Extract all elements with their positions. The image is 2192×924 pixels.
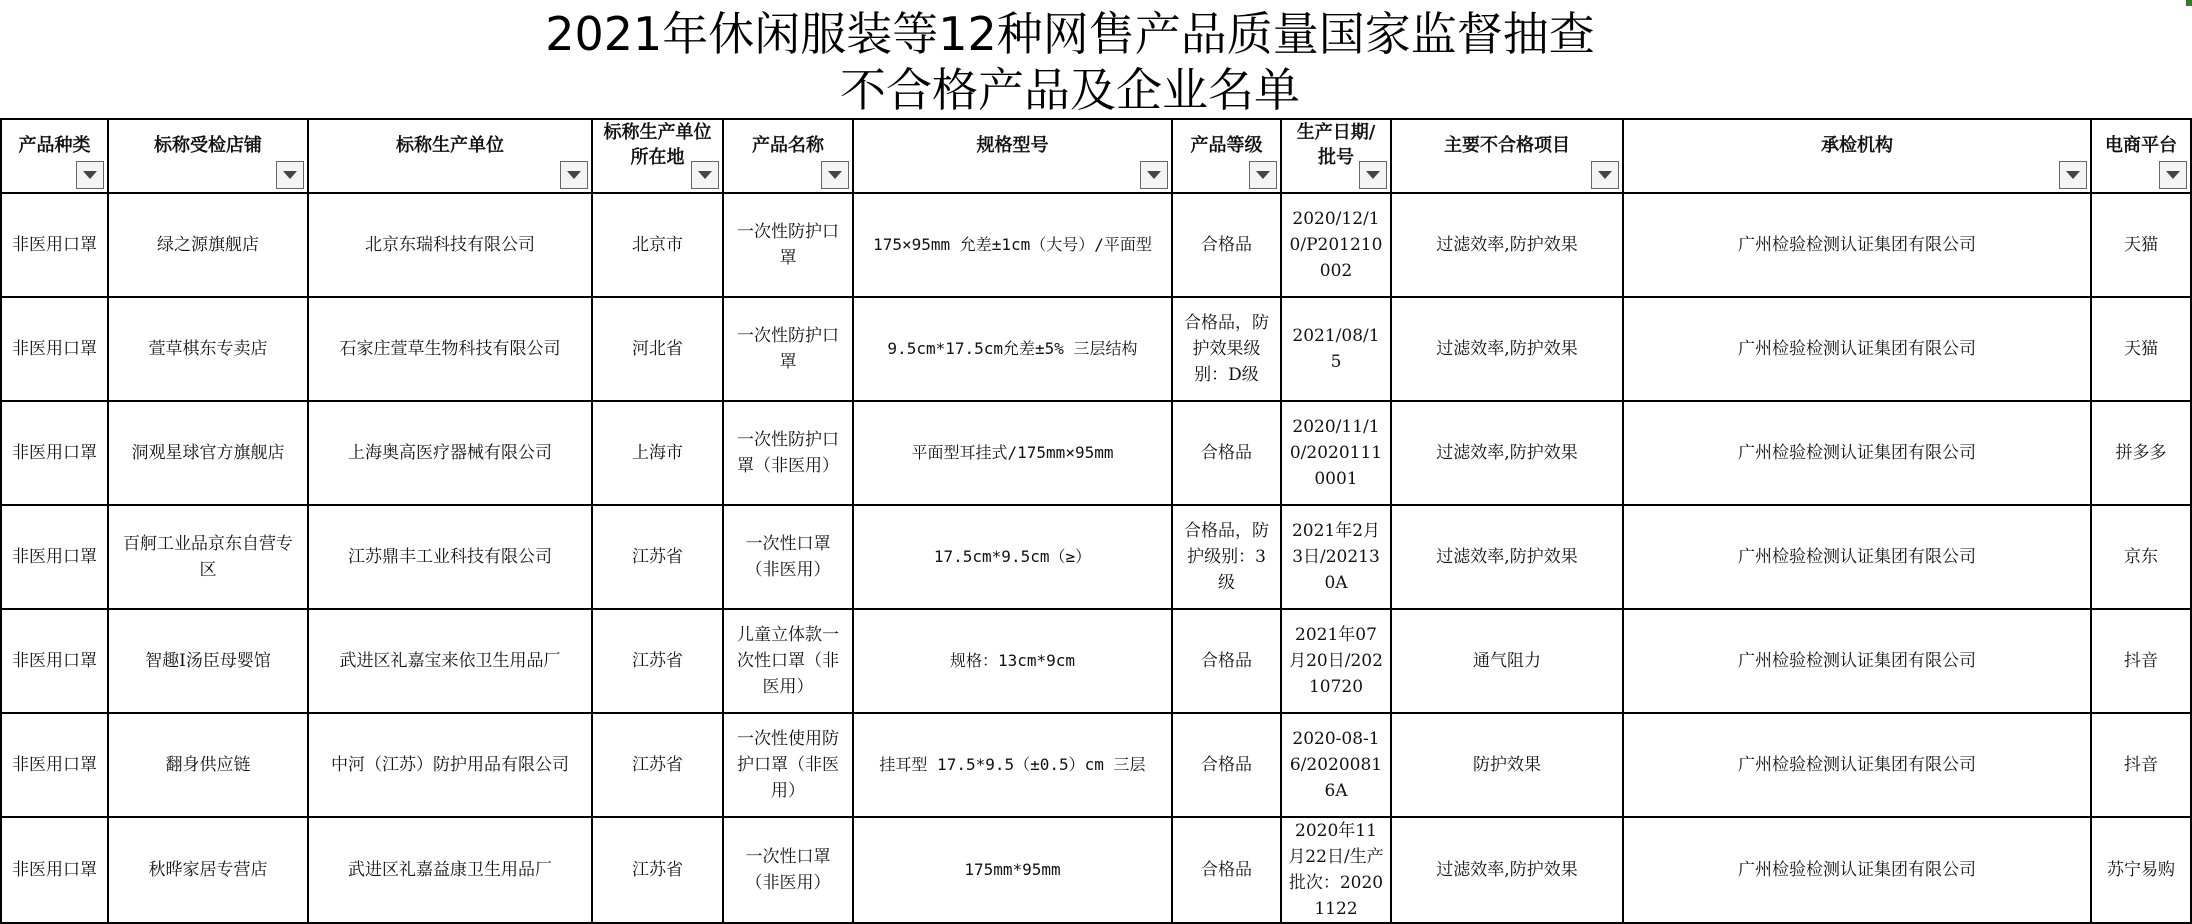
- cell-product[interactable]: 一次性使用防护口罩（非医用）: [723, 713, 853, 817]
- header-label: 主要不合格项目: [1444, 134, 1570, 156]
- cell-lab[interactable]: 广州检验检测认证集团有限公司: [1623, 609, 2091, 713]
- cell-spec[interactable]: 175mm*95mm: [853, 817, 1172, 923]
- filter-dropdown-icon[interactable]: [2059, 161, 2087, 189]
- cell-lab[interactable]: 广州检验检测认证集团有限公司: [1623, 817, 2091, 923]
- filter-dropdown-icon[interactable]: [560, 161, 588, 189]
- cell-maker[interactable]: 武进区礼嘉益康卫生用品厂: [308, 817, 592, 923]
- cell-date[interactable]: 2021年07月20日/20210720: [1281, 609, 1391, 713]
- header-label: 电商平台: [2105, 134, 2177, 156]
- header-label: 产品种类: [18, 134, 91, 156]
- cell-category[interactable]: 非医用口罩: [1, 401, 108, 505]
- cell-product[interactable]: 一次性口罩（非医用）: [723, 505, 853, 609]
- corner-indicator: [2186, 0, 2192, 6]
- cell-defect[interactable]: 通气阻力: [1391, 609, 1623, 713]
- header-maker: [308, 119, 592, 193]
- cell-lab[interactable]: 广州检验检测认证集团有限公司: [1623, 401, 2091, 505]
- cell-spec[interactable]: 规格：13cm*9cm: [853, 609, 1172, 713]
- cell-location[interactable]: 江苏省: [592, 713, 723, 817]
- cell-shop[interactable]: 翻身供应链: [108, 713, 308, 817]
- cell-maker[interactable]: 江苏鼎丰工业科技有限公司: [308, 505, 592, 609]
- cell-shop[interactable]: 萱草棋东专卖店: [108, 297, 308, 401]
- cell-product[interactable]: 一次性防护口罩: [723, 193, 853, 297]
- cell-spec[interactable]: 挂耳型 17.5*9.5（±0.5）cm 三层: [853, 713, 1172, 817]
- cell-date[interactable]: 2020年11月22日/生产批次：20201122: [1281, 817, 1391, 923]
- cell-platform[interactable]: 京东: [2091, 505, 2191, 609]
- table-row: [1, 609, 2191, 713]
- cell-grade[interactable]: 合格品: [1172, 817, 1281, 923]
- table-row: [1, 401, 2191, 505]
- header-product: [723, 119, 853, 193]
- header-category: [1, 119, 108, 193]
- cell-platform[interactable]: 苏宁易购: [2091, 817, 2191, 923]
- header-lab: [1623, 119, 2091, 193]
- header-row: [1, 119, 2191, 193]
- cell-defect[interactable]: 过滤效率,防护效果: [1391, 297, 1623, 401]
- cell-date[interactable]: 2020/11/10/20201110001: [1281, 401, 1391, 505]
- cell-category[interactable]: 非医用口罩: [1, 297, 108, 401]
- cell-date[interactable]: 2021/08/15: [1281, 297, 1391, 401]
- cell-lab[interactable]: 广州检验检测认证集团有限公司: [1623, 297, 2091, 401]
- cell-lab[interactable]: 广州检验检测认证集团有限公司: [1623, 505, 2091, 609]
- filter-dropdown-icon[interactable]: [1359, 161, 1387, 189]
- header-label: 规格型号: [976, 134, 1049, 156]
- header-defect: [1391, 119, 1623, 193]
- cell-date[interactable]: 2021年2月3日/202130A: [1281, 505, 1391, 609]
- cell-grade[interactable]: 合格品，防护级别：3级: [1172, 505, 1281, 609]
- header-label: 标称受检店铺: [154, 134, 262, 156]
- cell-category[interactable]: 非医用口罩: [1, 193, 108, 297]
- cell-shop[interactable]: 秋晔家居专营店: [108, 817, 308, 923]
- cell-lab[interactable]: 广州检验检测认证集团有限公司: [1623, 713, 2091, 817]
- title-line-2: 不合格产品及企业名单: [840, 63, 1300, 117]
- cell-platform[interactable]: 拼多多: [2091, 401, 2191, 505]
- cell-product[interactable]: 一次性防护口罩: [723, 297, 853, 401]
- cell-grade[interactable]: 合格品: [1172, 193, 1281, 297]
- cell-category[interactable]: 非医用口罩: [1, 713, 108, 817]
- header-label: 承检机构: [1821, 134, 1893, 156]
- filter-dropdown-icon[interactable]: [821, 161, 849, 189]
- header-spec: [853, 119, 1172, 193]
- cell-platform[interactable]: 天猫: [2091, 193, 2191, 297]
- cell-product[interactable]: 一次性防护口罩（非医用）: [723, 401, 853, 505]
- cell-date[interactable]: 2020/12/10/P201210002: [1281, 193, 1391, 297]
- cell-maker[interactable]: 中河（江苏）防护用品有限公司: [308, 713, 592, 817]
- cell-category[interactable]: 非医用口罩: [1, 817, 108, 923]
- header-label: 标称生产单位: [396, 134, 504, 156]
- cell-maker[interactable]: 武进区礼嘉宝来依卫生用品厂: [308, 609, 592, 713]
- cell-defect[interactable]: 过滤效率,防护效果: [1391, 505, 1623, 609]
- cell-spec[interactable]: 平面型耳挂式/175mm×95mm: [853, 401, 1172, 505]
- cell-shop[interactable]: 智趣I汤臣母婴馆: [108, 609, 308, 713]
- filter-dropdown-icon[interactable]: [76, 161, 104, 189]
- cell-defect[interactable]: 防护效果: [1391, 713, 1623, 817]
- cell-grade[interactable]: 合格品: [1172, 401, 1281, 505]
- cell-shop[interactable]: 洞观星球官方旗舰店: [108, 401, 308, 505]
- table-row: [1, 713, 2191, 817]
- table-row: [1, 505, 2191, 609]
- cell-location[interactable]: 江苏省: [592, 609, 723, 713]
- cell-grade[interactable]: 合格品，防护效果级别：D级: [1172, 297, 1281, 401]
- cell-spec[interactable]: 175×95mm 允差±1cm（大号）/平面型: [853, 193, 1172, 297]
- header-location: [592, 119, 723, 193]
- cell-lab[interactable]: 广州检验检测认证集团有限公司: [1623, 193, 2091, 297]
- cell-defect[interactable]: 过滤效率,防护效果: [1391, 193, 1623, 297]
- result-table: [0, 118, 2192, 924]
- filter-dropdown-icon[interactable]: [276, 161, 304, 189]
- cell-maker[interactable]: 上海奥高医疗器械有限公司: [308, 401, 592, 505]
- cell-maker[interactable]: 北京东瑞科技有限公司: [308, 193, 592, 297]
- cell-date[interactable]: 2020-08-16/20200816A: [1281, 713, 1391, 817]
- cell-location[interactable]: 河北省: [592, 297, 723, 401]
- cell-grade[interactable]: 合格品: [1172, 609, 1281, 713]
- cell-grade[interactable]: 合格品: [1172, 713, 1281, 817]
- filter-dropdown-icon[interactable]: [1140, 161, 1168, 189]
- cell-spec[interactable]: 9.5cm*17.5cm允差±5% 三层结构: [853, 297, 1172, 401]
- sheet-title: [0, 0, 2192, 118]
- cell-defect[interactable]: 过滤效率,防护效果: [1391, 817, 1623, 923]
- cell-location[interactable]: 江苏省: [592, 505, 723, 609]
- cell-category[interactable]: 非医用口罩: [1, 505, 108, 609]
- filter-dropdown-icon[interactable]: [2159, 161, 2187, 189]
- cell-spec[interactable]: 17.5cm*9.5cm（≥）: [853, 505, 1172, 609]
- cell-platform[interactable]: 抖音: [2091, 713, 2191, 817]
- header-shop: [108, 119, 308, 193]
- cell-shop[interactable]: 绿之源旗舰店: [108, 193, 308, 297]
- cell-defect[interactable]: 过滤效率,防护效果: [1391, 401, 1623, 505]
- cell-product[interactable]: 一次性口罩（非医用）: [723, 817, 853, 923]
- cell-shop[interactable]: 百舸工业品京东自营专区: [108, 505, 308, 609]
- table-row: [1, 817, 2191, 923]
- cell-location[interactable]: 江苏省: [592, 817, 723, 923]
- header-grade: [1172, 119, 1281, 193]
- header-date: [1281, 119, 1391, 193]
- cell-category[interactable]: 非医用口罩: [1, 609, 108, 713]
- cell-maker[interactable]: 石家庄萱草生物科技有限公司: [308, 297, 592, 401]
- cell-product[interactable]: 儿童立体款一次性口罩（非医用）: [723, 609, 853, 713]
- filter-dropdown-icon[interactable]: [1591, 161, 1619, 189]
- header-label: 标称生产单位所在地: [603, 122, 712, 168]
- cell-location[interactable]: 北京市: [592, 193, 723, 297]
- cell-location[interactable]: 上海市: [592, 401, 723, 505]
- header-label: 产品名称: [752, 134, 824, 156]
- filter-dropdown-icon[interactable]: [1249, 161, 1277, 189]
- filter-dropdown-icon[interactable]: [691, 161, 719, 189]
- header-label: 产品等级: [1190, 134, 1263, 156]
- table-row: [1, 297, 2191, 401]
- header-platform: [2091, 119, 2191, 193]
- title-line-1: 2021年休闲服装等12种网售产品质量国家监督抽查: [545, 7, 1595, 61]
- header-label: 生产日期/批号: [1296, 122, 1376, 168]
- table-row: [1, 193, 2191, 297]
- cell-platform[interactable]: 抖音: [2091, 609, 2191, 713]
- cell-platform[interactable]: 天猫: [2091, 297, 2191, 401]
